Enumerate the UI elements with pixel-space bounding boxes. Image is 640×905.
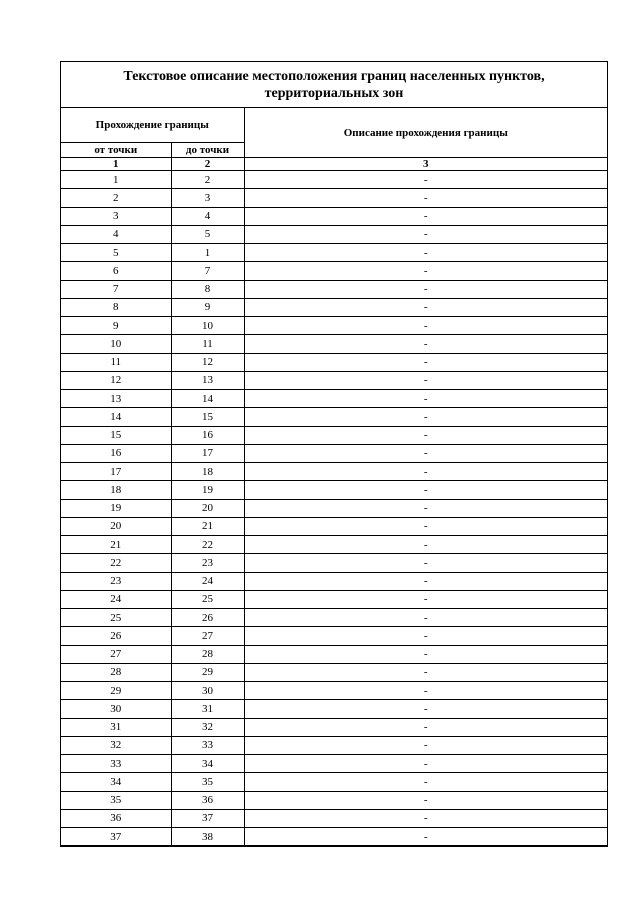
- table-row: [61, 189, 607, 207]
- cell-to-point: 1: [171, 244, 244, 262]
- table-row: [61, 554, 607, 572]
- cell-description: -: [244, 408, 607, 426]
- table-row: [61, 682, 607, 700]
- cell-to-point: 7: [171, 262, 244, 280]
- cell-from-point: 32: [61, 736, 171, 754]
- cell-to-point: 32: [171, 718, 244, 736]
- cell-description: -: [244, 682, 607, 700]
- cell-description: -: [244, 517, 607, 535]
- table-row: [61, 627, 607, 645]
- boundary-table: [61, 108, 607, 846]
- table-row: [61, 280, 607, 298]
- cell-description: -: [244, 171, 607, 189]
- cell-to-point: 28: [171, 645, 244, 663]
- cell-to-point: 35: [171, 773, 244, 791]
- cell-description: -: [244, 590, 607, 608]
- cell-to-point: 38: [171, 828, 244, 846]
- cell-from-point: 31: [61, 718, 171, 736]
- cell-to-point: 8: [171, 280, 244, 298]
- cell-from-point: 26: [61, 627, 171, 645]
- cell-from-point: 4: [61, 225, 171, 243]
- cell-from-point: 15: [61, 426, 171, 444]
- cell-from-point: 16: [61, 444, 171, 462]
- cell-to-point: 25: [171, 590, 244, 608]
- table-row: [61, 408, 607, 426]
- cell-description: -: [244, 463, 607, 481]
- cell-from-point: 14: [61, 408, 171, 426]
- cell-description: -: [244, 335, 607, 353]
- cell-description: -: [244, 536, 607, 554]
- cell-to-point: 27: [171, 627, 244, 645]
- cell-from-point: 9: [61, 317, 171, 335]
- cell-description: -: [244, 755, 607, 773]
- cell-to-point: 29: [171, 663, 244, 681]
- cell-description: -: [244, 645, 607, 663]
- cell-to-point: 2: [171, 171, 244, 189]
- cell-to-point: 15: [171, 408, 244, 426]
- cell-description: -: [244, 481, 607, 499]
- table-row: [61, 481, 607, 499]
- cell-from-point: 37: [61, 828, 171, 846]
- cell-description: -: [244, 499, 607, 517]
- cell-from-point: 8: [61, 298, 171, 316]
- cell-to-point: 20: [171, 499, 244, 517]
- table-body: [61, 171, 607, 846]
- table-row: [61, 809, 607, 827]
- cell-description: -: [244, 554, 607, 572]
- table-row: [61, 317, 607, 335]
- cell-to-point: 26: [171, 609, 244, 627]
- cell-to-point: 5: [171, 225, 244, 243]
- column-number-2: 2: [171, 158, 244, 171]
- table-row: [61, 718, 607, 736]
- cell-description: -: [244, 828, 607, 846]
- table-row: [61, 572, 607, 590]
- cell-description: -: [244, 444, 607, 462]
- header-boundary-passage: Прохождение границы: [61, 108, 244, 143]
- table-row: [61, 755, 607, 773]
- cell-from-point: 33: [61, 755, 171, 773]
- header-description: Описание прохождения границы: [244, 108, 607, 158]
- document-title: Текстовое описание местоположения границ населенных пунктов, территориальных зон: [61, 62, 607, 108]
- cell-description: -: [244, 244, 607, 262]
- table-row: [61, 353, 607, 371]
- cell-from-point: 25: [61, 609, 171, 627]
- cell-from-point: 30: [61, 700, 171, 718]
- cell-to-point: 10: [171, 317, 244, 335]
- cell-description: -: [244, 371, 607, 389]
- cell-to-point: 17: [171, 444, 244, 462]
- bottom-divider: [60, 846, 608, 847]
- cell-description: -: [244, 189, 607, 207]
- cell-description: -: [244, 718, 607, 736]
- table-row: [61, 262, 607, 280]
- table-row: [61, 700, 607, 718]
- cell-from-point: 22: [61, 554, 171, 572]
- table-row: [61, 517, 607, 535]
- cell-to-point: 37: [171, 809, 244, 827]
- cell-to-point: 16: [171, 426, 244, 444]
- table-row: [61, 791, 607, 809]
- cell-to-point: 21: [171, 517, 244, 535]
- cell-from-point: 1: [61, 171, 171, 189]
- cell-to-point: 11: [171, 335, 244, 353]
- cell-to-point: 18: [171, 463, 244, 481]
- cell-to-point: 31: [171, 700, 244, 718]
- boundary-description-document: [60, 61, 608, 847]
- cell-description: -: [244, 663, 607, 681]
- cell-to-point: 13: [171, 371, 244, 389]
- column-number-1: 1: [61, 158, 171, 171]
- cell-from-point: 13: [61, 390, 171, 408]
- table-row: [61, 244, 607, 262]
- cell-description: -: [244, 317, 607, 335]
- cell-description: -: [244, 627, 607, 645]
- table-row: [61, 171, 607, 189]
- cell-description: -: [244, 791, 607, 809]
- table-row: [61, 645, 607, 663]
- cell-from-point: 24: [61, 590, 171, 608]
- cell-to-point: 3: [171, 189, 244, 207]
- cell-description: -: [244, 225, 607, 243]
- cell-from-point: 12: [61, 371, 171, 389]
- cell-from-point: 35: [61, 791, 171, 809]
- cell-from-point: 3: [61, 207, 171, 225]
- table-row: [61, 736, 607, 754]
- cell-to-point: 4: [171, 207, 244, 225]
- table-row: [61, 371, 607, 389]
- cell-to-point: 36: [171, 791, 244, 809]
- cell-description: -: [244, 609, 607, 627]
- table-row: [61, 773, 607, 791]
- cell-from-point: 17: [61, 463, 171, 481]
- header-from-point: от точки: [61, 143, 171, 158]
- cell-description: -: [244, 390, 607, 408]
- cell-from-point: 5: [61, 244, 171, 262]
- cell-from-point: 2: [61, 189, 171, 207]
- table-row: [61, 225, 607, 243]
- cell-description: -: [244, 262, 607, 280]
- cell-from-point: 19: [61, 499, 171, 517]
- cell-from-point: 21: [61, 536, 171, 554]
- cell-to-point: 33: [171, 736, 244, 754]
- cell-from-point: 7: [61, 280, 171, 298]
- cell-description: -: [244, 353, 607, 371]
- cell-from-point: 10: [61, 335, 171, 353]
- cell-to-point: 19: [171, 481, 244, 499]
- cell-to-point: 23: [171, 554, 244, 572]
- cell-description: -: [244, 207, 607, 225]
- table-row: [61, 426, 607, 444]
- cell-description: -: [244, 298, 607, 316]
- cell-from-point: 18: [61, 481, 171, 499]
- table-row: [61, 463, 607, 481]
- cell-from-point: 36: [61, 809, 171, 827]
- table-row: [61, 663, 607, 681]
- cell-description: -: [244, 426, 607, 444]
- table-row: [61, 390, 607, 408]
- header-to-point: до точки: [171, 143, 244, 158]
- table-row: [61, 828, 607, 846]
- cell-from-point: 34: [61, 773, 171, 791]
- column-number-3: 3: [244, 158, 607, 171]
- cell-from-point: 6: [61, 262, 171, 280]
- cell-description: -: [244, 700, 607, 718]
- table-row: [61, 335, 607, 353]
- cell-from-point: 23: [61, 572, 171, 590]
- cell-to-point: 22: [171, 536, 244, 554]
- cell-to-point: 14: [171, 390, 244, 408]
- table-row: [61, 609, 607, 627]
- cell-description: -: [244, 773, 607, 791]
- cell-description: -: [244, 280, 607, 298]
- cell-to-point: 30: [171, 682, 244, 700]
- table-row: [61, 499, 607, 517]
- table-row: [61, 298, 607, 316]
- cell-to-point: 24: [171, 572, 244, 590]
- table-row: [61, 444, 607, 462]
- cell-description: -: [244, 572, 607, 590]
- table-row: [61, 590, 607, 608]
- table-row: [61, 207, 607, 225]
- cell-to-point: 34: [171, 755, 244, 773]
- cell-from-point: 20: [61, 517, 171, 535]
- cell-from-point: 28: [61, 663, 171, 681]
- cell-description: -: [244, 736, 607, 754]
- cell-to-point: 12: [171, 353, 244, 371]
- cell-from-point: 11: [61, 353, 171, 371]
- table-row: [61, 536, 607, 554]
- cell-description: -: [244, 809, 607, 827]
- cell-to-point: 9: [171, 298, 244, 316]
- cell-from-point: 27: [61, 645, 171, 663]
- cell-from-point: 29: [61, 682, 171, 700]
